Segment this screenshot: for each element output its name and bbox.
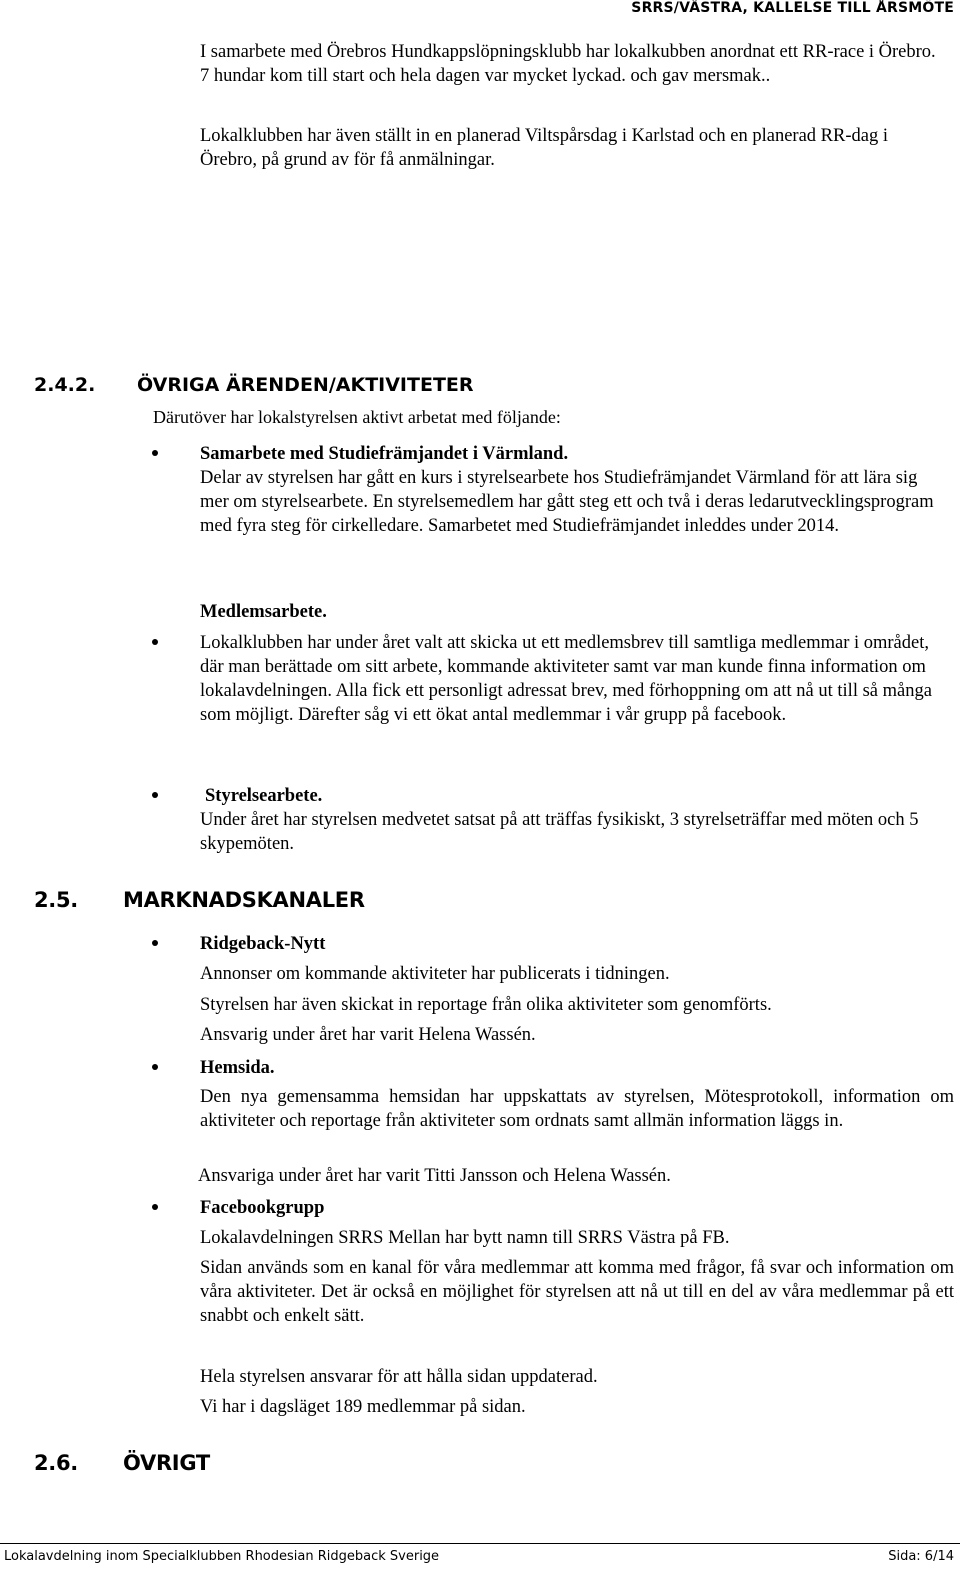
bullet-icon	[152, 639, 158, 645]
footer-divider	[0, 1543, 960, 1544]
item-ridgeback-nytt-title: Ridgeback-Nytt	[200, 934, 326, 954]
item-medlemsarbete-title: Medlemsarbete.	[200, 602, 327, 622]
facebookgrupp-line-3: Vi har i dagsläget 189 medlemmar på sidan.	[200, 1397, 526, 1417]
item-medlemsarbete-text: Lokalklubben har under året valt att skicka ut ett medlemsbrev till samtliga medlemmar i området, där man berättade om sitt arbete, kommande aktiviteter samt var man kunde finna information om lokalavdelningen. Alla fick ett personligt adressat brev, med förhoppning om att nå ut till så många som möjligt. Därefter såg vi ett ökat antal medlemmar i vår grupp på facebook.	[200, 633, 932, 725]
intro-paragraph-1: I samarbete med Örebros Hundkappslöpningsklubb har lokalkubben anordnat ett RR-race i Örebro. 7 hundar kom till start och hela dagen var mycket lyckad. och gav mersmak..	[200, 42, 936, 86]
bullet-icon	[152, 1204, 158, 1210]
section-25-number: 2.5.	[34, 888, 78, 912]
intro-paragraph-2: Lokalklubben har även ställt in en planerad Viltspårsdag i Karlstad och en planerad RR-dag i Örebro, på grund av för få anmälningar.	[200, 126, 888, 170]
section-242-number: 2.4.2.	[34, 374, 96, 396]
hemsida-paragraph: Den nya gemensamma hemsidan har uppskattats av styrelsen, Mötesprotokoll, information om aktiviteter och reportage från aktiviteter som ordnats samt allmän information läggs in.	[200, 1087, 954, 1131]
item-facebookgrupp-title: Facebookgrupp	[200, 1198, 325, 1218]
running-header: SRRS/VÄSTRA, KALLELSE TILL ÅRSMÖTE	[631, 0, 954, 16]
hemsida-responsible: Ansvariga under året har varit Titti Jansson och Helena Wassén.	[198, 1166, 671, 1186]
section-242-title: ÖVRIGA ÄRENDEN/AKTIVITETER	[137, 374, 474, 396]
bullet-icon	[152, 450, 158, 456]
section-26-title: ÖVRIGT	[123, 1451, 210, 1475]
facebookgrupp-paragraph: Sidan används som en kanal för våra medlemmar att komma med frågor, få svar och information om våra aktiviteter. Det är också en möjlighet för styrelsen att nå ut till en del av våra medlemmar på ett snabbt och enkelt sätt.	[200, 1258, 954, 1326]
item-studieframjandet-text: Delar av styrelsen har gått en kurs i styrelsearbete hos Studiefrämjandet Värmland för att lära sig mer om styrelsearbete. En styrelsemedlem har gått steg ett och två i deras ledarutvecklingsprogram med fyra steg för cirkelledare. Samarbetet med Studiefrämjandet inleddes under 2014.	[200, 468, 934, 536]
facebookgrupp-line-2: Hela styrelsen ansvarar för att hålla sidan uppdaterad.	[200, 1367, 598, 1387]
bullet-icon	[152, 792, 158, 798]
footer-page-number: Sida: 6/14	[888, 1549, 954, 1564]
ridgeback-nytt-line-2: Styrelsen har även skickat in reportage från olika aktiviteter som genomförts.	[200, 995, 772, 1015]
item-styrelsearbete-text: Under året har styrelsen medvetet satsat på att träffas fysikiskt, 3 styrelseträffar med möten och 5 skypemöten.	[200, 810, 919, 854]
ridgeback-nytt-line-1: Annonser om kommande aktiviteter har publicerats i tidningen.	[200, 964, 670, 984]
footer-organization: Lokalavdelning inom Specialklubben Rhodesian Ridgeback Sverige	[4, 1549, 440, 1564]
facebookgrupp-line-1: Lokalavdelningen SRRS Mellan har bytt namn till SRRS Västra på FB.	[200, 1228, 730, 1248]
section-25-title: MARKNADSKANALER	[123, 888, 365, 912]
ridgeback-nytt-line-3: Ansvarig under året har varit Helena Wassén.	[200, 1025, 536, 1045]
item-studieframjandet-title: Samarbete med Studiefrämjandet i Värmland.	[200, 444, 569, 464]
item-styrelsearbete-title: Styrelsearbete.	[205, 786, 323, 806]
bullet-icon	[152, 1064, 158, 1070]
bullet-icon	[152, 940, 158, 946]
item-hemsida-title: Hemsida.	[200, 1058, 275, 1078]
section-26-number: 2.6.	[34, 1451, 78, 1475]
section-242-lead: Därutöver har lokalstyrelsen aktivt arbetat med följande:	[153, 407, 561, 427]
